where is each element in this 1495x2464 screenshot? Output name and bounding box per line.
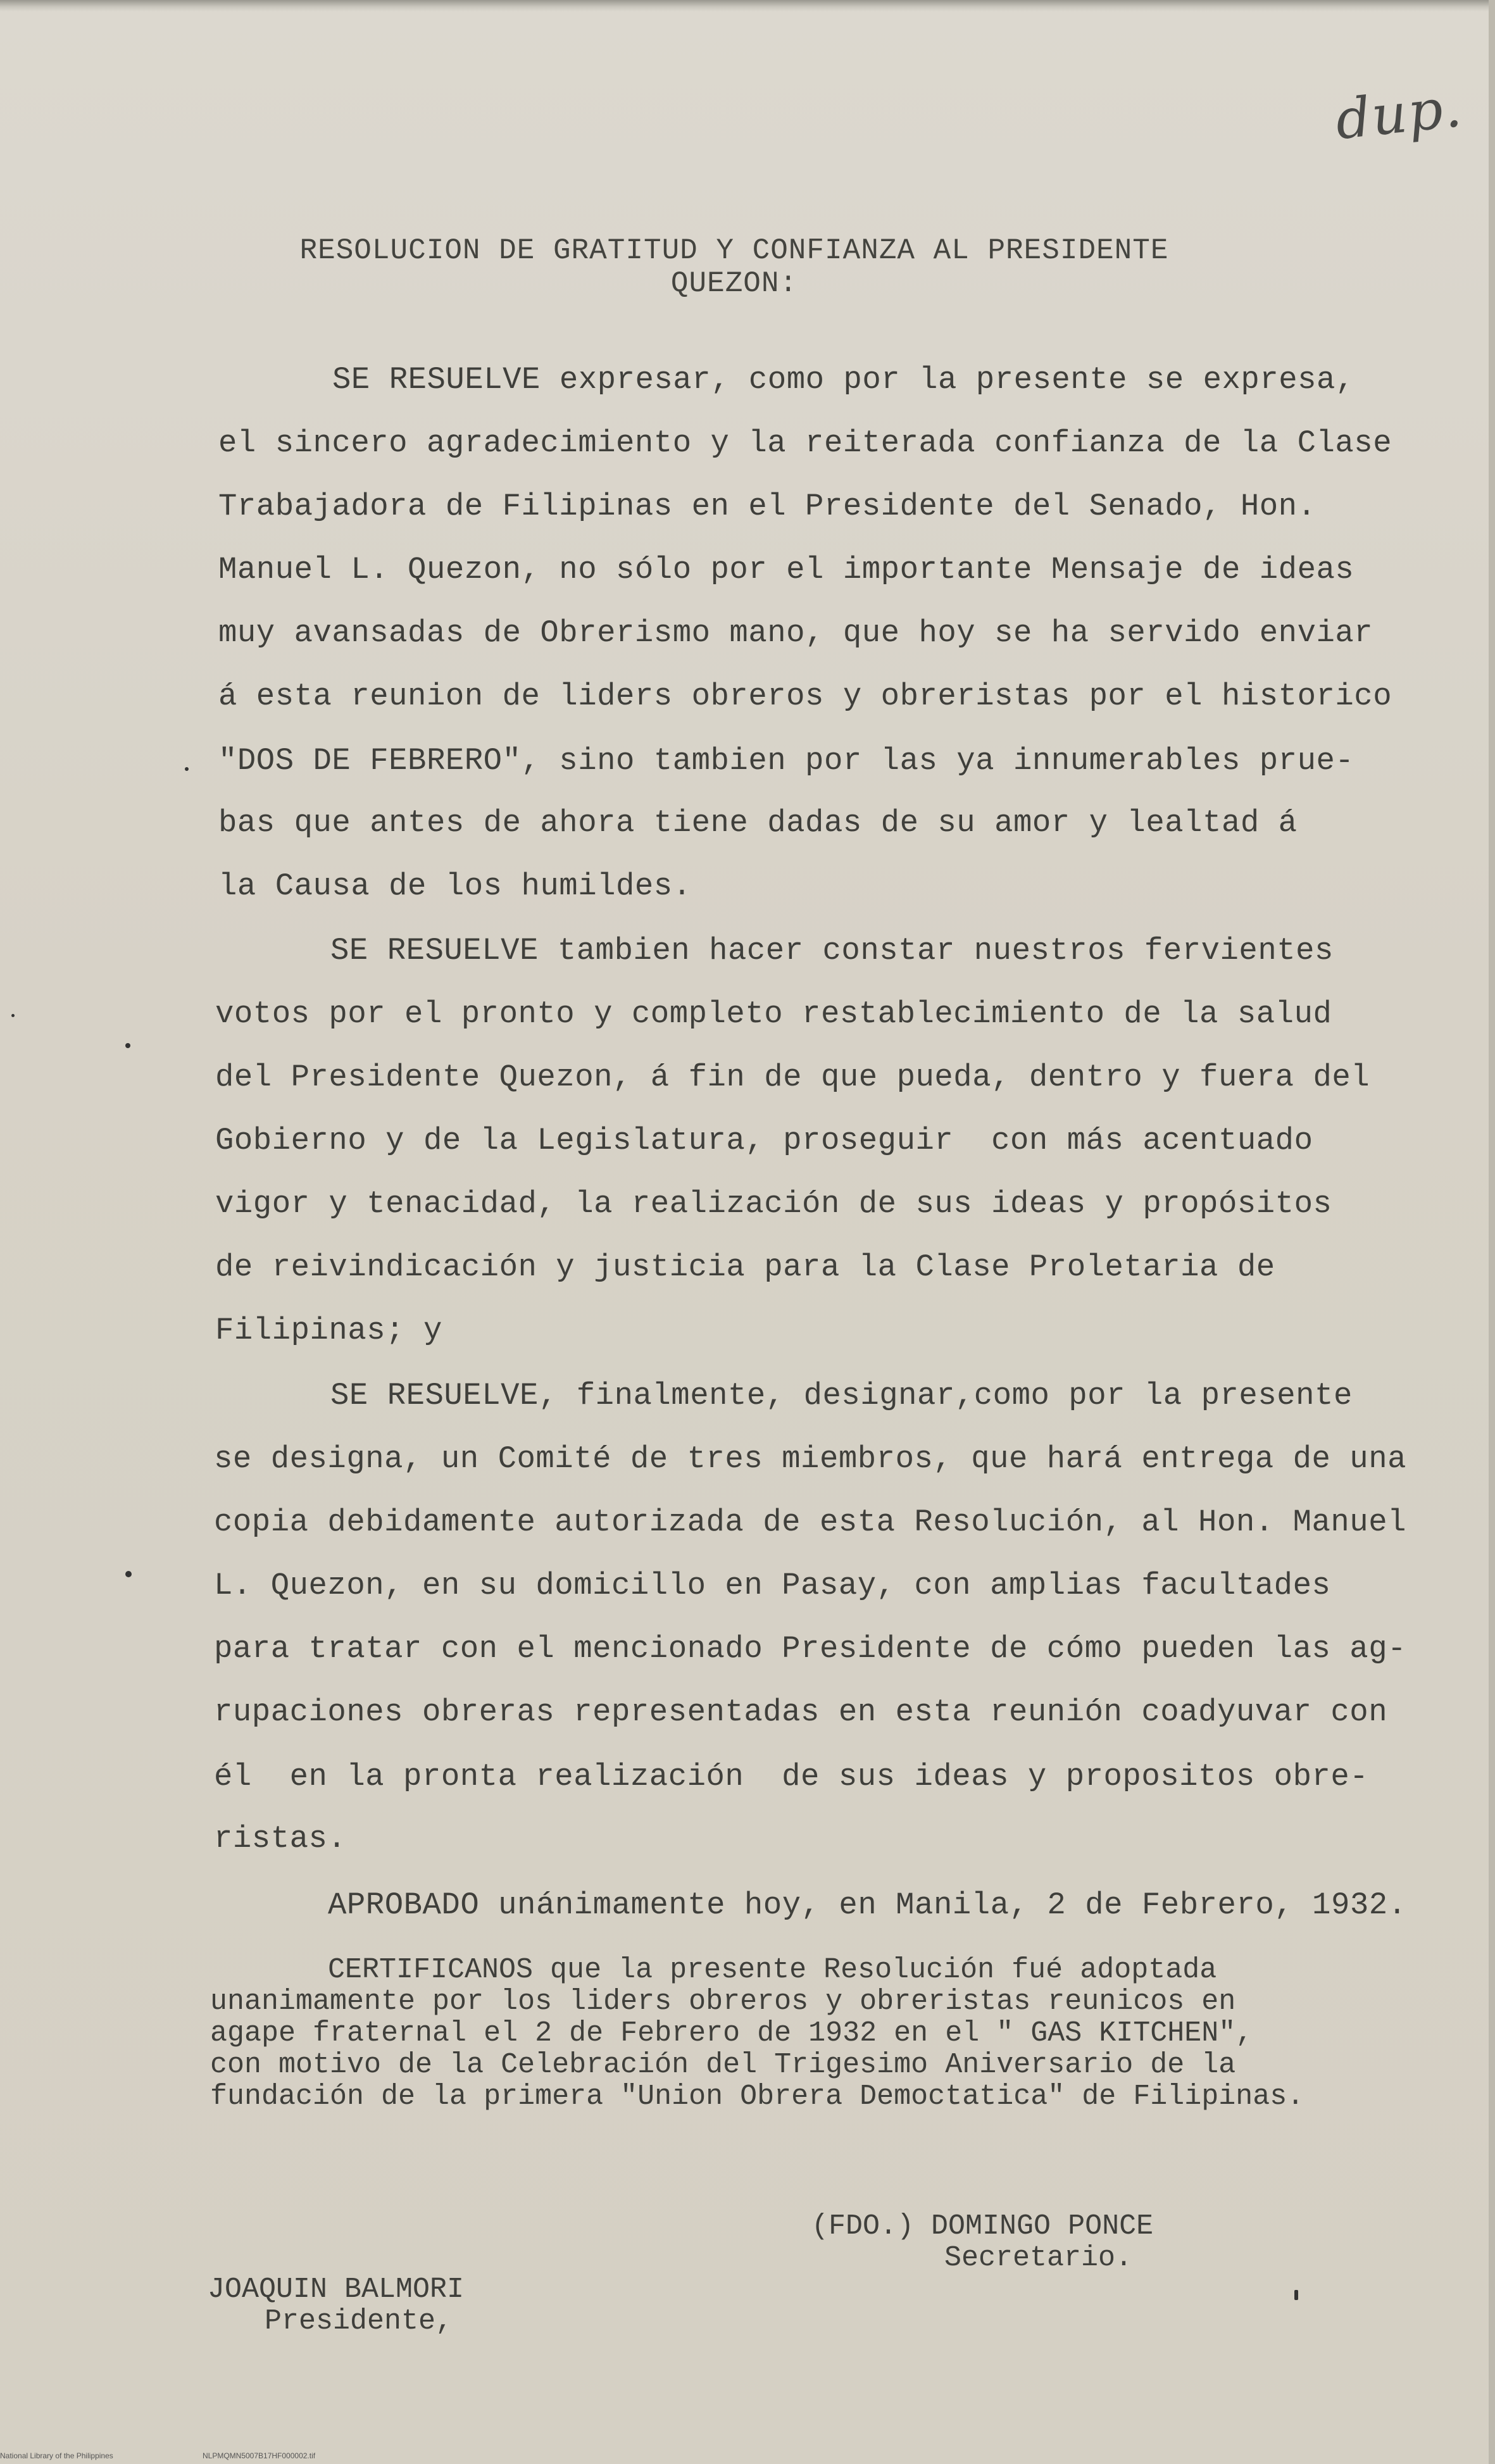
title-line-1: RESOLUCION DE GRATITUD Y CONFIANZA AL PRESIDENTE	[299, 234, 1169, 267]
scan-right-edge	[1489, 0, 1495, 2464]
body-line: "DOS DE FEBRERO", sino tambien por las ya innumerables prue-	[218, 743, 1354, 779]
scan-top-edge	[0, 0, 1495, 11]
body-line: Manuel L. Quezon, no sólo por el importante Mensaje de ideas	[218, 552, 1354, 587]
body-line: SE RESUELVE expresar, como por la presente se expresa,	[332, 362, 1354, 397]
title-line-2: QUEZON:	[670, 267, 798, 300]
body-line: á esta reunion de liders obreros y obreristas por el historico	[218, 679, 1392, 714]
body-line: muy avansadas de Obrerismo mano, que hoy se ha servido enviar	[218, 615, 1373, 651]
body-line: la Causa de los humildes.	[218, 868, 692, 904]
body-line: votos por el pronto y completo restablecimiento de la salud	[215, 996, 1332, 1032]
approval-line: APROBADO unánimamente hoy, en Manila, 2 de Febrero, 1932.	[328, 1887, 1407, 1923]
scan-speck	[1294, 2290, 1298, 2300]
body-line: Trabajadora de Filipinas en el Presidente del Senado, Hon.	[218, 489, 1317, 524]
certification-line: con motivo de la Celebración del Trigesimo Aniversario de la	[210, 2049, 1236, 2081]
president-name: JOAQUIN BALMORI	[208, 2273, 465, 2306]
scan-speck	[125, 1043, 130, 1048]
footer-file-id: NLPMQMN5007B17HF000002.tif	[203, 2451, 316, 2460]
scan-speck	[185, 767, 189, 771]
body-line: se designa, un Comité de tres miembros, que hará entrega de una	[214, 1441, 1407, 1477]
body-line: copia debidamente autorizada de esta Resolución, al Hon. Manuel	[214, 1504, 1407, 1540]
certification-line: fundación de la primera "Union Obrera Democtatica" de Filipinas.	[210, 2080, 1304, 2113]
footer-library: National Library of the Philippines	[0, 2451, 113, 2460]
body-line: para tratar con el mencionado Presidente de cómo pueden las ag-	[214, 1631, 1407, 1667]
certification-line: agape fraternal el 2 de Febrero de 1932 en el " GAS KITCHEN",	[210, 2017, 1253, 2049]
certification-line: unanimamente por los liders obreros y obreristas reunicos en	[210, 1986, 1236, 2018]
scan-speck	[11, 1014, 15, 1017]
body-line: Filipinas; y	[215, 1313, 442, 1348]
body-line: él en la pronta realización de sus ideas y propositos obre-	[214, 1759, 1369, 1794]
body-line: bas que antes de ahora tiene dadas de su amor y lealtad á	[218, 805, 1298, 841]
body-line: SE RESUELVE tambien hacer constar nuestros fervientes	[330, 933, 1334, 968]
document-title	[209, 234, 1260, 300]
body-line: del Presidente Quezon, á fin de que pueda, dentro y fuera del	[215, 1060, 1370, 1095]
body-line: de reivindicación y justicia para la Clase Proletaria de	[215, 1249, 1275, 1285]
body-line: el sincero agradecimiento y la reiterada confianza de la Clase	[218, 425, 1392, 461]
secretary-name: (FDO.) DOMINGO PONCE	[811, 2210, 1154, 2242]
body-line: rupaciones obreras representadas en esta reunión coadyuvar con	[214, 1694, 1388, 1730]
scan-speck	[125, 1571, 132, 1577]
body-line: SE RESUELVE, finalmente, designar,como por la presente	[330, 1378, 1353, 1413]
body-line: ristas.	[214, 1821, 347, 1856]
certification-line: CERTIFICANOS que la presente Resolución fué adoptada	[328, 1954, 1217, 1986]
secretary-title: Secretario.	[944, 2242, 1133, 2274]
body-line: L. Quezon, en su domicillo en Pasay, con amplias facultades	[214, 1568, 1331, 1603]
body-line: Gobierno y de la Legislatura, proseguir con más acentuado	[215, 1123, 1313, 1158]
body-line: vigor y tenacidad, la realización de sus ideas y propósitos	[215, 1186, 1332, 1222]
president-title: Presidente,	[265, 2305, 453, 2337]
handwritten-annotation: dup.	[1332, 75, 1466, 153]
